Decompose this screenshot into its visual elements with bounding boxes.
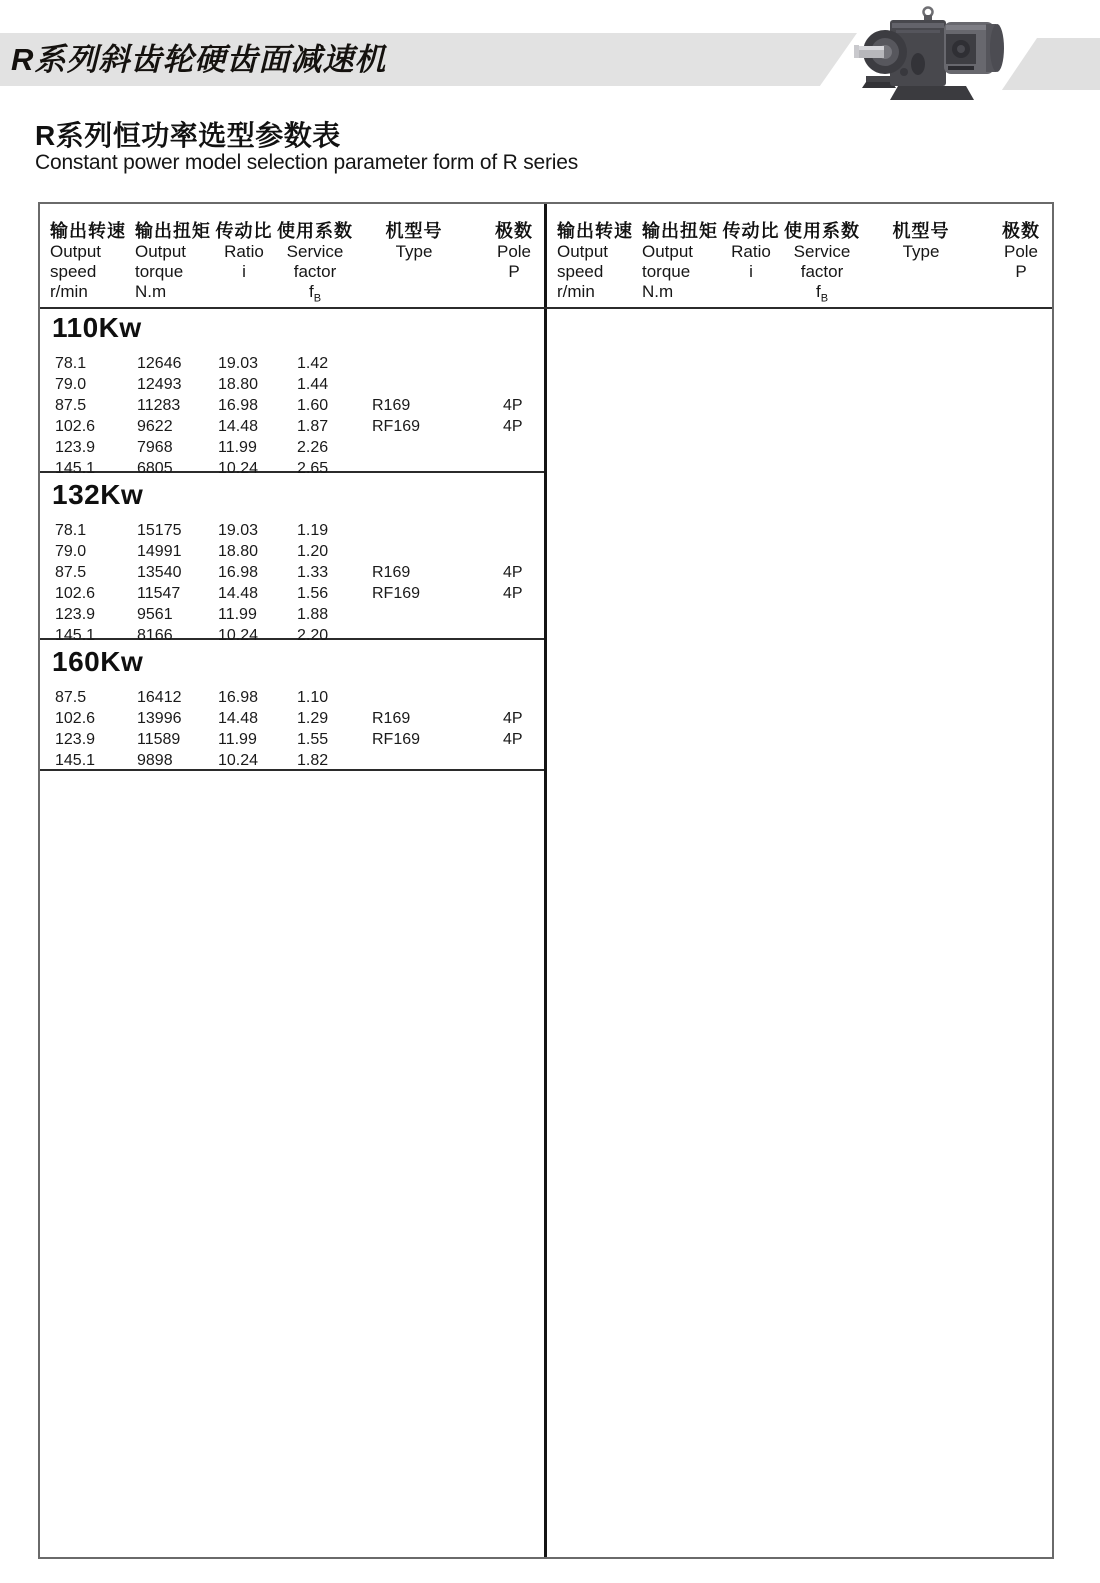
pole-values bbox=[503, 687, 523, 771]
ratio-value: 16.98 bbox=[218, 689, 259, 706]
torque-value: 9898 bbox=[137, 752, 173, 769]
pole-value: 4P bbox=[503, 710, 523, 727]
speed-value: 78.1 bbox=[55, 522, 87, 539]
torque-value: 9561 bbox=[137, 606, 173, 623]
type-value: RF169 bbox=[372, 585, 421, 602]
speed-value: 102.6 bbox=[55, 710, 96, 727]
speed-value: 102.6 bbox=[55, 585, 96, 602]
column-header-line: torque bbox=[135, 262, 184, 281]
pole-value: 4P bbox=[503, 564, 523, 581]
table-row bbox=[40, 729, 544, 750]
speed-value: 123.9 bbox=[55, 731, 96, 748]
column-header-zh: 传动比 bbox=[722, 221, 780, 241]
column-header-line: Ratio bbox=[224, 242, 264, 261]
column-header-line: P bbox=[508, 262, 520, 281]
factor-value: 1.19 bbox=[297, 522, 329, 539]
torque-value: 6805 bbox=[137, 460, 173, 477]
factor-value: 1.42 bbox=[297, 355, 329, 372]
column-header-zh: 输出扭矩 bbox=[135, 221, 211, 241]
speed-value: 145.1 bbox=[55, 752, 96, 769]
torque-value: 7968 bbox=[137, 439, 173, 456]
factor-value: 1.82 bbox=[297, 752, 329, 769]
column-header-zh: 输出转速 bbox=[557, 221, 633, 241]
column-header-zh: 极数 bbox=[495, 221, 533, 241]
factor-value: 2.65 bbox=[297, 460, 329, 477]
torque-value: 12493 bbox=[137, 376, 182, 393]
pole-values bbox=[503, 520, 523, 646]
ratio-value: 11.99 bbox=[218, 606, 257, 623]
speed-value: 79.0 bbox=[55, 543, 87, 560]
table-row bbox=[40, 708, 544, 729]
type-value: R169 bbox=[372, 564, 411, 581]
column-header-zh: 使用系数 bbox=[277, 221, 353, 241]
ratio-value: 18.80 bbox=[218, 376, 259, 393]
ratio-value: 14.48 bbox=[218, 418, 259, 435]
factor-value: 1.44 bbox=[297, 376, 329, 393]
factor-value: 1.33 bbox=[297, 564, 329, 581]
power-heading: 110Kw bbox=[52, 312, 142, 343]
column-header-zh: 使用系数 bbox=[784, 221, 860, 241]
column-header-6 bbox=[981, 221, 1061, 282]
column-header-zh: 输出扭矩 bbox=[642, 221, 718, 241]
torque-value: 12646 bbox=[137, 355, 182, 372]
speed-value: 123.9 bbox=[55, 439, 96, 456]
factor-value: 1.20 bbox=[297, 543, 329, 560]
table-row bbox=[40, 437, 544, 458]
column-header-1 bbox=[557, 221, 643, 302]
torque-value: 13540 bbox=[137, 564, 182, 581]
table-row bbox=[40, 562, 544, 583]
column-header-line: $f_B$ bbox=[308, 282, 322, 305]
torque-value: 11547 bbox=[137, 585, 181, 602]
table-row bbox=[40, 416, 544, 437]
column-header-zh: 极数 bbox=[1002, 221, 1040, 241]
column-header-line: i bbox=[749, 262, 753, 281]
column-header-line: Ratio bbox=[731, 242, 771, 261]
torque-value: 8166 bbox=[137, 627, 173, 644]
ratio-value: 19.03 bbox=[218, 355, 259, 372]
gear-reducer-image bbox=[852, 4, 1012, 110]
ratio-value: 14.48 bbox=[218, 585, 259, 602]
column-header-line: N.m bbox=[135, 282, 167, 301]
column-header-zh: 机型号 bbox=[892, 221, 950, 241]
ratio-value: 16.98 bbox=[218, 397, 259, 414]
type-values bbox=[372, 520, 420, 646]
ratio-value: 10.24 bbox=[218, 627, 259, 644]
column-header-line: Type bbox=[902, 242, 940, 261]
section-rows bbox=[40, 687, 544, 771]
factor-value: 1.29 bbox=[297, 710, 329, 727]
torque-value: 11589 bbox=[137, 731, 181, 748]
factor-value: 1.88 bbox=[297, 606, 329, 623]
table-row bbox=[40, 583, 544, 604]
column-header-line: Output bbox=[642, 242, 694, 261]
section-rows bbox=[40, 520, 544, 646]
column-header-line: Output bbox=[50, 242, 102, 261]
column-header-line: Pole bbox=[496, 242, 532, 261]
speed-value: 79.0 bbox=[55, 376, 87, 393]
speed-value: 145.1 bbox=[55, 460, 96, 477]
column-header-line: factor bbox=[800, 262, 844, 281]
parameter-table bbox=[38, 202, 1054, 1559]
speed-value: 87.5 bbox=[55, 397, 87, 414]
speed-value: 87.5 bbox=[55, 564, 87, 581]
type-value: RF169 bbox=[372, 731, 421, 748]
column-header-zh: 输出转速 bbox=[50, 221, 126, 241]
type-values bbox=[372, 687, 420, 771]
column-header-line: r/min bbox=[50, 282, 88, 301]
column-header-line: Output bbox=[135, 242, 187, 261]
speed-value: 102.6 bbox=[55, 418, 96, 435]
column-header-3 bbox=[711, 221, 791, 282]
table-row bbox=[40, 374, 544, 395]
torque-value: 13996 bbox=[137, 710, 182, 727]
pole-value: 4P bbox=[503, 397, 523, 414]
ratio-value: 18.80 bbox=[218, 543, 259, 560]
column-header-5 bbox=[871, 221, 971, 262]
speed-value: 78.1 bbox=[55, 355, 87, 372]
power-section-160Kw bbox=[40, 640, 544, 771]
column-header-zh: 机型号 bbox=[385, 221, 443, 241]
column-header-line: Service bbox=[286, 242, 344, 261]
torque-value: 15175 bbox=[137, 522, 182, 539]
header-band-accent bbox=[1002, 38, 1100, 90]
factor-value: 1.56 bbox=[297, 585, 329, 602]
column-header-line: torque bbox=[642, 262, 691, 281]
table-row bbox=[40, 687, 544, 708]
table-row bbox=[40, 541, 544, 562]
pole-values bbox=[503, 353, 523, 479]
column-header-4 bbox=[782, 221, 862, 308]
type-value: R169 bbox=[372, 710, 411, 727]
torque-value: 9622 bbox=[137, 418, 173, 435]
type-values bbox=[372, 353, 420, 479]
pole-value: 4P bbox=[503, 585, 523, 602]
power-heading: 132Kw bbox=[52, 479, 144, 510]
speed-value: 87.5 bbox=[55, 689, 87, 706]
column-header-line: Output bbox=[557, 242, 609, 261]
type-value: RF169 bbox=[372, 418, 421, 435]
column-header-line: $f_B$ bbox=[815, 282, 829, 305]
ratio-value: 10.24 bbox=[218, 752, 259, 769]
column-header-line: P bbox=[1015, 262, 1027, 281]
type-value: R169 bbox=[372, 397, 411, 414]
table-header-right bbox=[547, 204, 1052, 307]
factor-value: 1.60 bbox=[297, 397, 329, 414]
column-header-line: speed bbox=[557, 262, 604, 281]
column-header-line: r/min bbox=[557, 282, 595, 301]
column-header-line: i bbox=[242, 262, 246, 281]
ratio-value: 19.03 bbox=[218, 522, 259, 539]
table-center-divider bbox=[544, 204, 547, 1557]
torque-value: 16412 bbox=[137, 689, 182, 706]
power-section-110Kw bbox=[40, 306, 544, 477]
torque-value: 11283 bbox=[137, 397, 181, 414]
ratio-value: 14.48 bbox=[218, 710, 259, 727]
ratio-value: 10.24 bbox=[218, 460, 259, 477]
column-header-zh: 传动比 bbox=[215, 221, 273, 241]
speed-value: 145.1 bbox=[55, 627, 96, 644]
speed-value: 123.9 bbox=[55, 606, 96, 623]
page-subtitle: Constant power model selection parameter form of R series bbox=[35, 151, 579, 174]
pole-value: 4P bbox=[503, 731, 523, 748]
column-header-line: speed bbox=[50, 262, 97, 281]
ratio-value: 11.99 bbox=[218, 731, 257, 748]
table-row bbox=[40, 520, 544, 541]
pole-value: 4P bbox=[503, 418, 523, 435]
column-header-line: factor bbox=[293, 262, 337, 281]
factor-value: 2.20 bbox=[297, 627, 329, 644]
column-header-line: Service bbox=[793, 242, 851, 261]
table-row bbox=[40, 750, 544, 771]
column-header-line: N.m bbox=[642, 282, 674, 301]
table-body-left bbox=[40, 204, 544, 1557]
page-title: R系列恒功率选型参数表 bbox=[35, 120, 341, 151]
column-header-line: Pole bbox=[1003, 242, 1039, 261]
power-section-132Kw bbox=[40, 473, 544, 644]
banner-title: R系列斜齿轮硬齿面减速机 bbox=[11, 42, 387, 77]
torque-value: 14991 bbox=[137, 543, 182, 560]
factor-value: 1.55 bbox=[297, 731, 329, 748]
table-row bbox=[40, 604, 544, 625]
table-row bbox=[40, 353, 544, 374]
power-heading: 160Kw bbox=[52, 646, 144, 677]
table-row bbox=[40, 395, 544, 416]
factor-value: 2.26 bbox=[297, 439, 329, 456]
factor-value: 1.87 bbox=[297, 418, 329, 435]
column-header-line: Type bbox=[395, 242, 433, 261]
ratio-value: 16.98 bbox=[218, 564, 259, 581]
ratio-value: 11.99 bbox=[218, 439, 257, 456]
factor-value: 1.10 bbox=[297, 689, 329, 706]
section-rows bbox=[40, 353, 544, 479]
